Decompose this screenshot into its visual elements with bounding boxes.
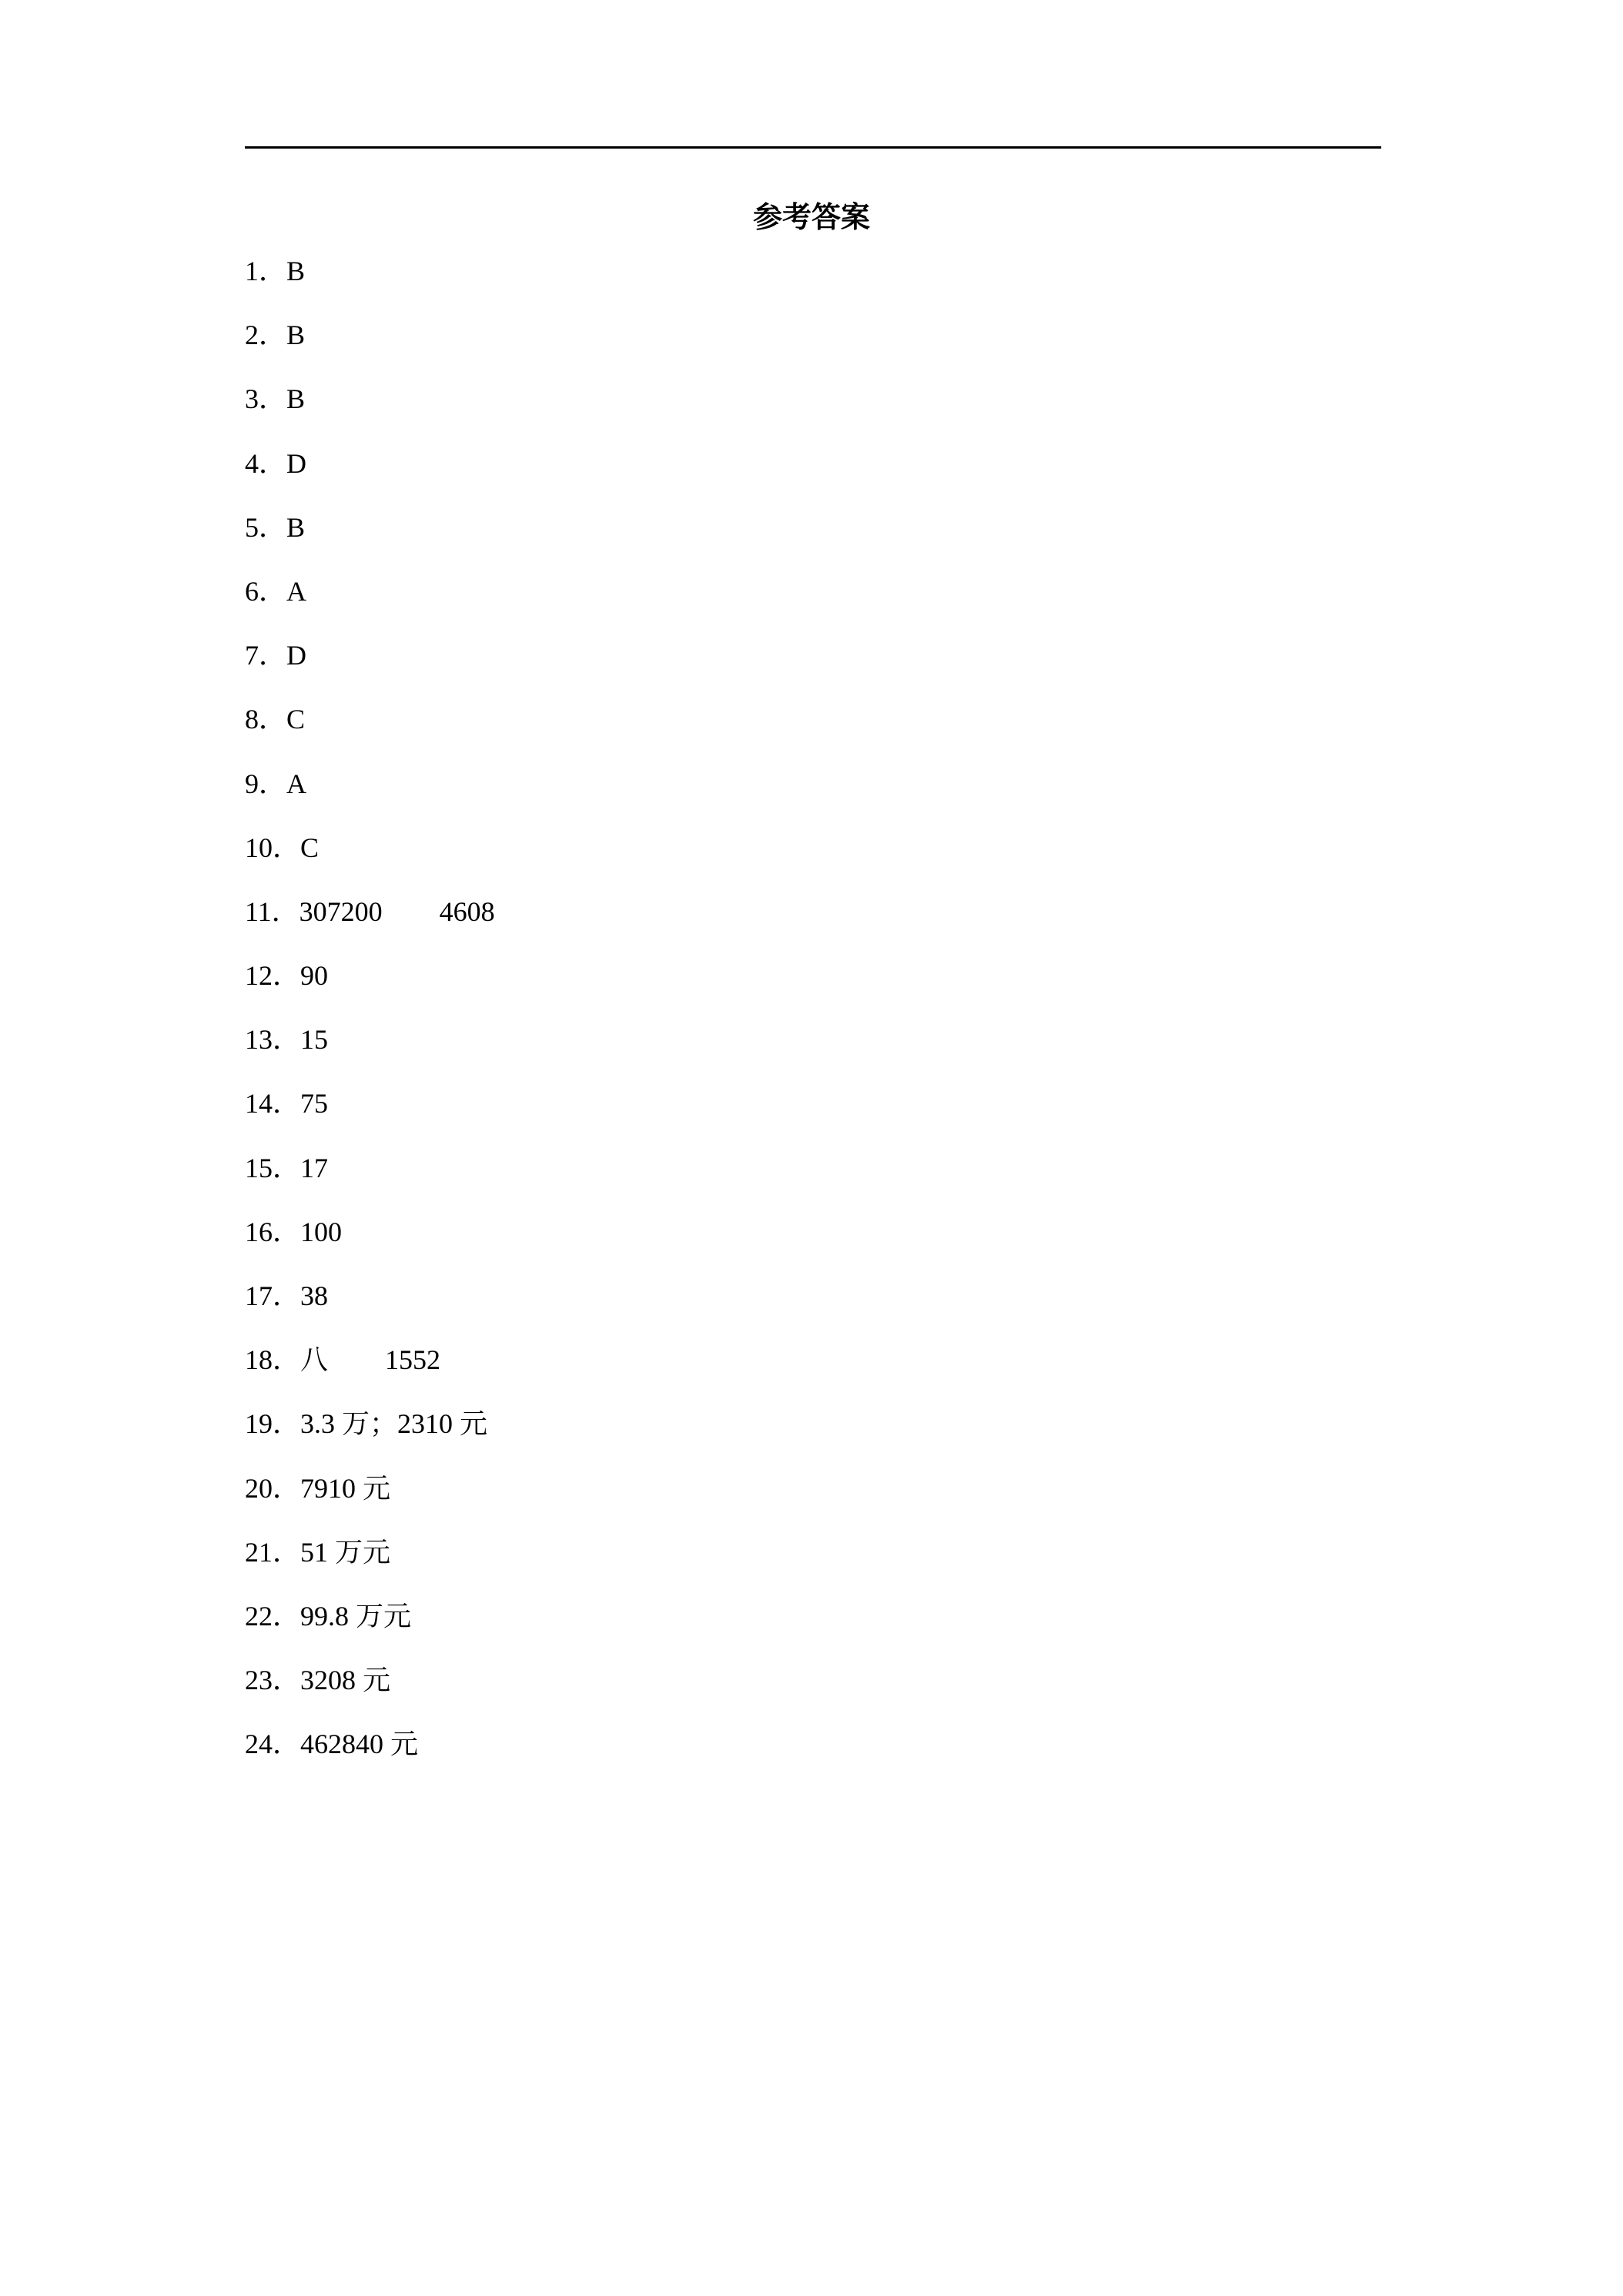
answer-number: 16． bbox=[245, 1216, 301, 1247]
answer-number: 12． bbox=[245, 960, 301, 992]
answer-number: 6． bbox=[245, 575, 287, 607]
answer-value: 100 bbox=[300, 1216, 343, 1247]
answer-value: 3208 元 bbox=[300, 1665, 391, 1696]
answer-number: 7． bbox=[245, 640, 287, 671]
answer-value: 八 bbox=[300, 1344, 329, 1376]
answer-row bbox=[245, 568, 495, 632]
answer-value: 15 bbox=[300, 1024, 329, 1056]
answer-number: 17． bbox=[245, 1280, 301, 1311]
answer-row bbox=[245, 825, 495, 889]
answer-value: 51 万元 bbox=[300, 1536, 391, 1568]
answer-row bbox=[245, 1337, 495, 1401]
answer-row bbox=[245, 1529, 495, 1593]
answer-number: 21． bbox=[245, 1536, 301, 1568]
answer-row bbox=[245, 1721, 495, 1785]
answer-value: C bbox=[300, 832, 320, 863]
answer-value: 3.3 万；2310 元 bbox=[300, 1408, 488, 1440]
answer-row bbox=[245, 889, 495, 952]
answer-row bbox=[245, 1273, 495, 1337]
answer-number: 1． bbox=[245, 256, 287, 286]
answer-number: 13． bbox=[245, 1024, 301, 1056]
answer-row bbox=[245, 440, 495, 504]
answer-number: 14． bbox=[245, 1088, 301, 1120]
answer-value: D bbox=[286, 447, 307, 479]
answer-value: 38 bbox=[300, 1280, 329, 1311]
answer-number: 11． bbox=[245, 895, 300, 927]
answer-row bbox=[245, 1657, 495, 1721]
answer-number: 15． bbox=[245, 1152, 301, 1183]
answer-value: 462840 元 bbox=[300, 1729, 419, 1760]
answer-number: 9． bbox=[245, 768, 287, 799]
answer-row bbox=[245, 1209, 495, 1273]
answer-value: 307200 bbox=[299, 895, 383, 927]
answer-row bbox=[245, 1401, 495, 1464]
answer-row bbox=[245, 952, 495, 1016]
answer-value: 99.8 万元 bbox=[300, 1600, 412, 1632]
answer-value: 75 bbox=[300, 1088, 329, 1120]
answer-value-second: 4608 bbox=[439, 895, 495, 927]
answer-row bbox=[245, 696, 495, 760]
answer-value: B bbox=[286, 320, 306, 351]
answer-row bbox=[245, 1465, 495, 1529]
header-rule bbox=[245, 146, 1381, 149]
answer-list bbox=[245, 248, 495, 1786]
answer-value: 90 bbox=[300, 960, 329, 992]
answer-value: 7910 元 bbox=[300, 1472, 391, 1504]
answer-value: C bbox=[286, 704, 306, 735]
answer-row bbox=[245, 312, 495, 376]
answer-value-second: 1552 bbox=[385, 1344, 441, 1376]
answer-row bbox=[245, 1145, 495, 1209]
answer-value: B bbox=[286, 511, 306, 543]
answer-row bbox=[245, 376, 495, 440]
answer-number: 8． bbox=[245, 704, 287, 735]
answer-row bbox=[245, 1593, 495, 1657]
answer-number: 18． bbox=[245, 1344, 301, 1376]
answer-value: B bbox=[286, 383, 306, 415]
answer-number: 5． bbox=[245, 511, 287, 543]
answer-row bbox=[245, 248, 495, 312]
answer-value: B bbox=[286, 256, 306, 286]
answer-value: 17 bbox=[300, 1152, 329, 1183]
answer-number: 10． bbox=[245, 832, 301, 863]
answer-number: 19． bbox=[245, 1408, 301, 1440]
answer-number: 4． bbox=[245, 447, 287, 479]
answer-number: 22． bbox=[245, 1600, 301, 1632]
answer-row bbox=[245, 761, 495, 825]
answer-value: A bbox=[286, 575, 307, 607]
answer-value: A bbox=[286, 768, 307, 799]
answer-value: D bbox=[286, 640, 307, 671]
answer-row bbox=[245, 632, 495, 696]
answer-number: 2． bbox=[245, 320, 287, 351]
answer-number: 3． bbox=[245, 383, 287, 415]
page-title: 参考答案 bbox=[752, 200, 870, 234]
answer-number: 20． bbox=[245, 1472, 301, 1504]
answer-row bbox=[245, 1080, 495, 1144]
answer-row bbox=[245, 504, 495, 568]
answer-row bbox=[245, 1016, 495, 1080]
answer-number: 23． bbox=[245, 1665, 301, 1696]
answer-number: 24． bbox=[245, 1729, 301, 1760]
